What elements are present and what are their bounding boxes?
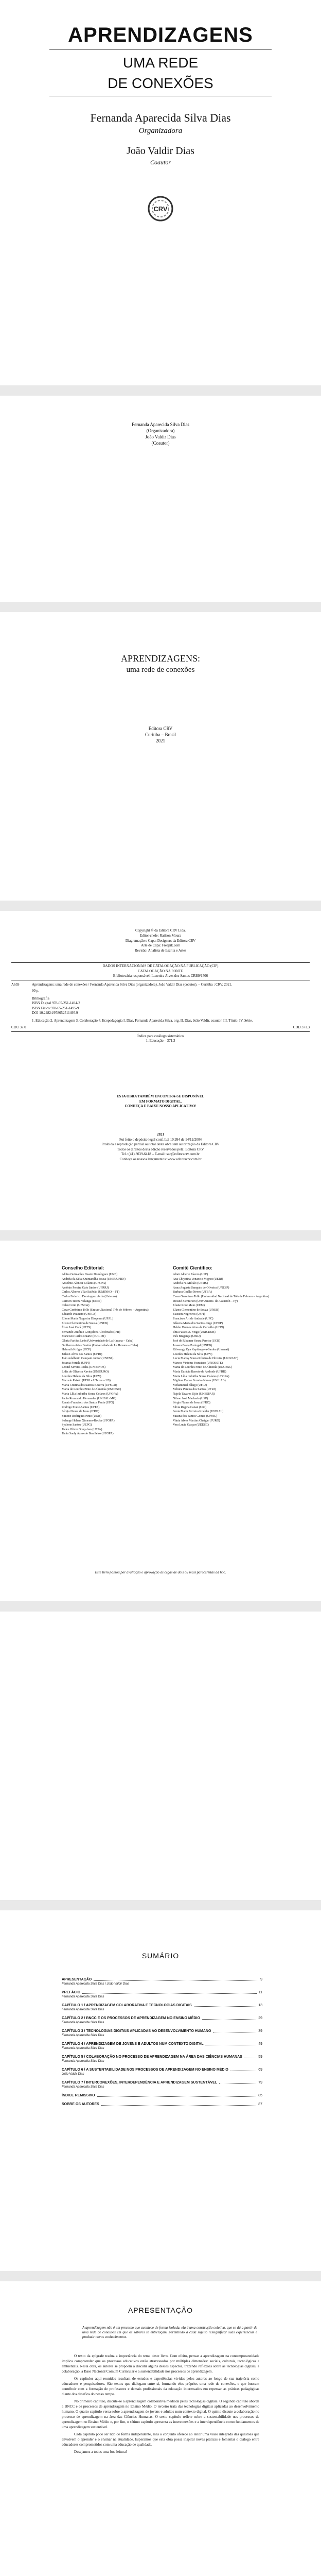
cip-code: A659 (11, 982, 20, 987)
toc-leader-dots (82, 1993, 257, 1994)
cover-organizer-name: Fernanda Aparecida Silva Dias (90, 111, 231, 124)
council-member: Helmuth Krüger (UCP) (62, 1348, 91, 1352)
toc-entry-author: Fernanda Aparecida Silva Dias (62, 2047, 104, 2050)
committee-member: Diosnel Centurion (Univ Americ. de Asunción – Py) (173, 1299, 238, 1303)
copyright-notice: Copyright © da Editora CRV Ltda. (135, 928, 186, 933)
toc-entry-author: Fernanda Aparecida Silva Dias (62, 2060, 104, 2063)
council-member: Leonel Severo Rocha (UNISINOS) (62, 1366, 106, 1369)
cover-organizer-role: Organizadora (138, 127, 183, 135)
toc-leader-dots (219, 2083, 256, 2084)
toc-entry-title: CAPÍTULO 7 / INTERCONEXÕES, INTERDEPENDÊNCIA E APRENDIZAGEM SUSTENTÁVEL (62, 2081, 218, 2084)
council-member: Lourdes Helena da Silva (UFV) (62, 1375, 101, 1378)
cip-classification (11, 1025, 310, 1030)
council-page (0, 1241, 321, 1601)
council-member: Marcelo Paixão (UFRJ e UTexas – US) (62, 1379, 111, 1383)
council-member: Maria Cristina dos Santos Bezerra (UFSCar) (62, 1383, 117, 1387)
committee-member: Andréia N. Militão (UEMS) (173, 1282, 208, 1285)
council-member: Carmen Tereza Velanga (UNIR) (62, 1299, 102, 1303)
presentation-paragraph: Desejamos a todos uma boa leitura! (74, 2450, 127, 2454)
halftitle-year: 2021 (156, 738, 165, 743)
toc-entry[interactable] (62, 1977, 262, 1986)
crv-logo (148, 196, 173, 222)
cip-subjects: 1. Educação 2. Aprendizagem 3. Colaboração 4. Ecopedagogia I. Dias, Fernanda Aparecida Silva. org. II. Dias, João Valdir. coautor. III. Título. IV. Série. (32, 1018, 253, 1023)
legal-line: Proibida a reprodução parcial ou total desta obra sem autorização da Editora CRV (101, 1142, 220, 1146)
toc-leader-dots (94, 1980, 258, 1981)
committee-member: Mônica Pereira dos Santos (UFRJ) (173, 1388, 216, 1392)
cover-subtitle-line2: DE CONEXÕES (108, 75, 213, 91)
committee-member: Gláucia Maria dos Santos Jorge (UFOP) (173, 1321, 223, 1325)
toc-entry-author: Fernanda Aparecida Silva Dias (62, 2021, 104, 2024)
toc-entry-row (62, 2080, 262, 2085)
toc-entry[interactable] (62, 1990, 262, 1999)
council-member: Jailson Alves dos Santos (UFRJ) (62, 1352, 102, 1356)
toc-leader-dots (194, 2006, 257, 2007)
legal-line: Todos os direitos desta edição reservados pela: Editora CRV (117, 1147, 204, 1151)
committee-member: Ana Chrystina Venancio Mignot (UERJ) (173, 1277, 223, 1281)
presentation-paragraph: O texto da epígrafe traduz a importância do tema deste livro. Com efeito, pensar a aprendizagem na contemporaneidade implica compreender que os processos educativos estão atravessados por múltiplas dimensões: sociais, culturais, tecnológicas e ambientais. Nesta obra, os autores se propõem a discutir alguns desses aspectos, trazendo reflexões sobre as tecnologias digitais, a colaboração, a Base Nacional Comum Curricular e a sustentabilidade nos processos de aprendizagem. (62, 2354, 259, 2374)
council-member: Tania Suely Azevedo Brasileiro (UFOPA) (62, 1432, 114, 1436)
legal-line: Tel.: (41) 3039-6418 – E-mail: sac@editoracrv.com.br (121, 1152, 200, 1156)
cdd-code: CDD 371.3 (293, 1025, 310, 1029)
copyright-page (0, 911, 321, 1230)
toc-entry[interactable] (62, 2042, 262, 2050)
toc-heading: SUMÁRIO (141, 1952, 180, 1960)
committee-member: Lucia Marisy Souza Ribeiro de Oliveira (UNIVASF) (173, 1357, 238, 1361)
committee-member: Najela Tavares Ujiie (UNESPAR) (173, 1393, 215, 1396)
toc-entry-row (62, 1990, 262, 1995)
halftitle-title: APRENDIZAGENS: (120, 653, 200, 664)
presentation-paragraph: Os capítulos aqui reunidos resultam de estudos e experiências vividas pelos autores ao longo de sua trajetória como educadores e pesquisadores. São textos que dialogam entre si, formando eles próprios uma rede de conexões, e que buscam contribuir com a formação de professores e demais profissionais da educação interessados em repensar as práticas pedagógicas diante dos desafios do nosso tempo. (62, 2377, 259, 2396)
toc-entry-page: 13 (258, 2004, 262, 2007)
legal-line: Foi feito o depósito legal conf. Lei 10.994 de 14/12/2004 (119, 1137, 202, 1142)
toc-page (0, 1910, 321, 2271)
council-member: Carlos Federico Dominguez Avila (Unieuro) (62, 1295, 117, 1298)
committee-member: Mohammed Elhajji (UFRJ) (173, 1383, 207, 1387)
toc-entry-title: CAPÍTULO 5 / COLABORAÇÃO NO PROCESSO DE APRENDIZAGEM NA ÁREA DAS CIÊNCIAS HUMANAS (62, 2055, 242, 2059)
toc-entry-page: 85 (258, 2094, 262, 2097)
toc-entry[interactable] (62, 2029, 262, 2038)
cover-page (0, 0, 321, 385)
council-member: Cesar Gerónimo Tello (Univer .Nacional Três de Febrero – Argentina) (62, 1308, 149, 1312)
committee-member: Sérgio Nunes de Jesus (IFRO) (173, 1401, 210, 1405)
committee-member: Maria Eurácia Barreto de Andrade (UFRB) (173, 1370, 226, 1374)
council-member: Maria Lília Imbiriba Sousa Colares (UFOPA) (62, 1393, 118, 1396)
toc-entry[interactable] (62, 2003, 262, 2012)
toc-entry-row (62, 2042, 262, 2046)
toc-entry-row (62, 2029, 262, 2033)
council-member: Gloria Fariñas León (Universidade de La Havana – Cuba) (62, 1339, 134, 1343)
index-title: Índice para catálogo sistemático (137, 1033, 184, 1038)
committee-member: Helder Buenos Aires de Carvalho (UFPI) (173, 1326, 224, 1330)
toc-entry-page: 87 (258, 2103, 262, 2106)
toc-entry-page: 69 (258, 2068, 262, 2072)
toc-entry-page: 39 (258, 2029, 262, 2033)
halftitle-subtitle: uma rede de conexões (126, 666, 195, 674)
cover-subtitle-line1: UMA REDE (122, 55, 199, 71)
cip-biblio: Bibliografia (32, 996, 49, 1001)
toc-leader-dots (97, 2096, 257, 2097)
toc-entry-author: Fernanda Aparecida Silva Dias (62, 2008, 104, 2011)
council-member: Carlos Alberto Vilar Estêvão (UMINHO – PT) (62, 1291, 120, 1294)
halftitle-city: Curitiba – Brasil (145, 732, 176, 737)
toc-entry-author: Fernanda Aparecida Silva Dias / João Valdir Dias (62, 1982, 129, 1986)
toc-list (62, 1977, 262, 2111)
council-member: Tadeu Oliver Gonçalves (UFPA) (62, 1428, 102, 1431)
toc-entry-page: 49 (258, 2042, 262, 2046)
council-member: Elione Maria Nogueira Diogenes (UFAL) (62, 1317, 114, 1320)
staff-line: Diagramação e Capa: Designers da Editora CRV (125, 938, 196, 943)
committee-member: Nilson José Machado (USP) (173, 1397, 208, 1400)
council-right-list (173, 1273, 276, 1428)
committee-member: Lourdes Helena da Silva (UFV) (173, 1352, 212, 1356)
cip-subtitle: CATALOGAÇÃO NA FONTE (138, 969, 183, 973)
toc-entry-row (62, 2093, 262, 2098)
committee-member: Vera Lucia Gaspar (UDESC) (173, 1423, 209, 1427)
halftitle-page (0, 612, 321, 901)
council-right-heading: Comitê Científico: (173, 1265, 213, 1270)
catalog-line: Fernanda Aparecida Silva Dias (132, 422, 189, 427)
committee-member: Eliane Rose Maio (UEM) (173, 1304, 205, 1308)
staff-line: Arte de Capa: Freepik.com (141, 943, 180, 947)
council-member: Fernando Antônio Gonçalves Alcoforado (IPB) (62, 1330, 120, 1334)
council-member: Paulo Romualdo Hernandes (UNIFAL-MG) (62, 1397, 117, 1400)
council-member: Eduardo Pazinato (UFRGS) (62, 1313, 97, 1316)
index-item: 1. Educação – 371.3 (146, 1039, 175, 1043)
toc-entry-title: CAPÍTULO 1 / APRENDIZAGEM COLABORATIVA E TECNOLOGIAS DIGITAIS (62, 2004, 192, 2007)
council-member: Antônio Pereira Gaio Júnior (UFRRJ) (62, 1286, 109, 1290)
toc-entry-row (62, 2067, 262, 2072)
legal-year: 2021 (157, 1132, 164, 1137)
blank-page (0, 1612, 321, 1900)
committee-member: Cesar Gerónimo Tello (Universidad Nacional de Três de Febrero – Argentina) (173, 1295, 269, 1298)
toc-entry-title: CAPÍTULO 4 / APRENDIZAGEM DE JOVENS E ADULTOS NUM CONTEXTO DIGITAL (62, 2042, 204, 2046)
cip-rule-bottom (11, 1031, 310, 1032)
toc-leader-dots (202, 2019, 256, 2020)
committee-member: Barbara Coelho Neves (UFBA) (173, 1291, 212, 1294)
cip-title: DADOS INTERNACIONAIS DE CATALOGAÇÃO NA PUBLICAÇÃO (CIP) (102, 964, 219, 968)
doi-line: DOI 10.24824/978652511495.9 (32, 1011, 78, 1015)
toc-entry-page: 11 (258, 1991, 262, 1994)
digital-notice-line: EM FORMATO DIGITAL. (139, 1099, 182, 1104)
toc-entry[interactable] (62, 2067, 262, 2076)
cip-entry (11, 982, 310, 1024)
council-member: Sérgio Nunes de Jesus (IFRO) (62, 1410, 99, 1414)
staff-line: Editor-chefe: Railson Moura (139, 934, 182, 938)
toc-entry[interactable] (62, 2080, 262, 2089)
council-member: Guillermo Arias Beatón (Universidade de La Havana – Cuba) (62, 1344, 138, 1347)
committee-member: Inês Bragança (UERJ) (173, 1335, 201, 1338)
toc-entry-title: ÍNDICE REMISSIVO (62, 2094, 95, 2097)
toc-entry-author: João Valdir Dias (62, 2073, 84, 2076)
website-link[interactable]: Conheça os nossos lançamentos: www.editoracrv.com.br (119, 1157, 202, 1161)
toc-entry-author: Fernanda Aparecida Silva Dias (62, 2034, 104, 2037)
presentation-epigraph: A aprendizagem não é um processo que acontece de forma isolada, ela é uma construção coletiva, que se dá a partir de uma rede de conexões em que os saberes se entrelaçam, permitindo a cada sujeito ressignificar suas experiências e produzir novos conhecimentos. (82, 2326, 257, 2339)
cip-pages: 90 p. (32, 989, 39, 993)
council-member: Rodrigo Pratte-Santos (UFES) (62, 1405, 100, 1409)
council-left-list (62, 1273, 165, 1436)
council-footer-note: Este livro passou por avaliação e aprovação às cegas de dois ou mais pareceristas ad hoc. (95, 1570, 226, 1574)
catalog-page (0, 396, 321, 602)
council-member: Maria de Lourdes Pinto de Almeida (UNOESC) (62, 1388, 121, 1392)
committee-member: Kilwangy Kya Kapitango-a-Samba (Unemat) (173, 1348, 229, 1352)
council-member: Lídia de Oliveira Xavier (UNIEURO) (62, 1370, 109, 1374)
committee-member: Francisco Ari de Andrade (UFC) (173, 1317, 213, 1320)
council-member: Solange Helena Ximenes-Rocha (UFOPA) (62, 1419, 115, 1422)
isbn-line: ISBN Físico 978-65-251-1495-9 (32, 1006, 79, 1010)
toc-entry-page: 79 (258, 2081, 262, 2084)
toc-entry-title: CAPÍTULO 3 / TECNOLOGIAS DIGITAIS APLICADAS AO DESENVOLVIMENTO HUMANO (62, 2029, 211, 2033)
toc-entry-title: CAPÍTULO 6 / A SUSTENTABILIDADE NOS PROCESSOS DE APRENDIZAGEM NO ENSINO MÉDIO (62, 2068, 228, 2072)
catalog-line: (Coautor) (151, 440, 170, 446)
council-member: Josania Portela (UFPI) (62, 1361, 90, 1365)
council-member: Francisco Carlos Duarte (PUC-PR) (62, 1335, 105, 1338)
halftitle-publisher: Editora CRV (148, 726, 173, 731)
committee-member: Sonia Maria Ferreira Koehler (UNISAL) (173, 1410, 224, 1414)
council-member: Aldira Guimarães Duarte Domínguez (UNB) (62, 1273, 118, 1276)
presentation-paragraph: No primeiro capítulo, discute-se a aprendizagem colaborativa mediada pelas tecnologias digitais. O segundo capítulo aborda a BNCC e os processos de aprendizagem no Ensino Médio. O terceiro trata das tecnologias digitais aplicadas ao desenvolvimento humano. O quarto capítulo versa sobre a aprendizagem de jovens e adultos num contexto digital. O quinto discute a colaboração no processo de aprendizagem na área das Ciências Humanas. O sexto capítulo reflete sobre a sustentabilidade nos processos de aprendizagem no Ensino Médio e, por fim, o sétimo capítulo apresenta as interconexões e a interdependência como fundamentos de uma aprendizagem sustentável. (62, 2399, 259, 2429)
council-member: Renato Francisco dos Santos Paula (UFG) (62, 1401, 114, 1405)
cip-body: Aprendizagens: uma rede de conexões / Fernanda Aparecida Silva Dias (organizadora), João Valdir Dias (coautor). – Curitiba : CRV, 2021. (32, 982, 233, 987)
cip-rule-top (11, 962, 310, 963)
committee-member: Altair Alberto Fávero (UPF) (173, 1273, 208, 1276)
committee-member: Maria Lília Imbiriba Sousa Colares (UFOPA) (173, 1375, 229, 1378)
committee-member: Elizeu Clementino de Souza (UNEB) (173, 1308, 219, 1312)
cover-title: APRENDIZAGENS (68, 24, 253, 46)
committee-member: Fauston Negreiros (UFPI) (173, 1313, 205, 1316)
staff-line: Revisão: Analista de Escrita e Artes (134, 948, 187, 953)
presentation-body (62, 2353, 259, 2456)
committee-member: Ilma Passos A. Veiga (UNICEUB) (173, 1330, 216, 1334)
toc-entry-author: Fernanda Aparecida Silva Dias (62, 1995, 104, 1998)
committee-member: Suzana dos Santos Gomes (UFMG) (173, 1415, 217, 1418)
council-member: Elizeu Clementino de Souza (UNEB) (62, 1321, 108, 1325)
toc-entry-author: Fernanda Aparecida Silva Dias (62, 2086, 104, 2089)
committee-member: Marcos Vinicius Francisco (UNOESTE) (173, 1361, 223, 1365)
committee-member: Jussara Fraga Portugal (UNEB) (173, 1344, 212, 1347)
digital-notice-line: ESTA OBRA TAMBÉM ENCONTRA-SE DISPONÍVEL (116, 1094, 205, 1098)
toc-entry[interactable] (62, 2102, 262, 2107)
toc-entry-title: CAPÍTULO 2 / BNCC E OS PROCESSOS DE APRENDIZAGEM NO ENSINO MÉDIO (62, 2016, 200, 2020)
toc-entry-page: 59 (258, 2055, 262, 2059)
council-member: Andréia da Silva Quintanilha Sousa (UNIR/UFRN) (62, 1277, 126, 1281)
staff-block (0, 934, 321, 953)
council-member: Élsio José Corá (UFFS) (62, 1326, 92, 1330)
cdu-code: CDU 37.0 (11, 1025, 26, 1029)
legal-block (0, 1132, 321, 1162)
committee-member: Anna Augusta Sampaio de Oliveira (UNESP) (173, 1286, 229, 1290)
cover-coordinator-role: Coautor (150, 159, 171, 166)
cover-coordinator-name: João Valdir Dias (127, 145, 194, 157)
presentation-heading: APRESENTAÇÃO (128, 2306, 193, 2314)
toc-entry-title: PREFÁCIO (62, 1991, 81, 1994)
toc-entry-row (62, 2003, 262, 2008)
toc-entry-page: 29 (258, 2016, 262, 2020)
toc-entry-title: SOBRE OS AUTORES (62, 2103, 99, 2106)
toc-entry-page: 9 (260, 1978, 262, 1981)
council-left-heading: Conselho Editorial: (62, 1265, 104, 1270)
crv-logo-text: CRV (153, 205, 168, 213)
toc-entry[interactable] (62, 2016, 262, 2025)
toc-entry-row (62, 2016, 262, 2021)
council-member: Celso Conti (UFSCar) (62, 1304, 90, 1308)
presentation-page (0, 2281, 321, 2576)
committee-member: Silvia Regina Canan (URI) (173, 1405, 207, 1409)
cip-librarian: Bibliotecária responsável: Luzenira Alves dos Santos CRB9/1506 (113, 974, 208, 978)
catalog-line: João Valdir Dias (145, 434, 176, 439)
presentation-paragraph: Cada capítulo pode ser lido de forma independente, mas o conjunto oferece ao leitor uma visão integrada das questões que envolvem o aprender e o ensinar na atualidade. Esperamos que esta obra possa inspirar novas práticas e fomentar o diálogo entre educadores comprometidos com uma educação de qualidade. (62, 2432, 259, 2447)
toc-entry-row (62, 1977, 262, 1982)
cover-title-rule (49, 49, 272, 50)
digital-notice-line: CONHEÇA E BAIXE NOSSO APLICATIVO! (124, 1104, 197, 1108)
committee-member: José de Ribamar Sousa Pereira (UCB) (173, 1339, 220, 1343)
toc-entry-row (62, 2055, 262, 2059)
toc-leader-dots (101, 2105, 256, 2106)
toc-entry[interactable] (62, 2055, 262, 2063)
council-member: Anselmo Alencar Colares (UFOPA) (62, 1282, 106, 1285)
committee-member: Maria de Lourdes Pinto de Almeida (UNOESC) (173, 1366, 233, 1369)
digital-notice (0, 1094, 321, 1109)
committee-member: Vânia Alves Martins Chaigar (FURG) (173, 1419, 220, 1422)
council-member: João Adalberto Campato Junior (UNESP) (62, 1357, 114, 1361)
toc-entry-title: APRESENTAÇÃO (62, 1978, 92, 1981)
council-member: Simone Rodrigues Pinto (UNB) (62, 1415, 101, 1418)
cip-box (11, 962, 310, 1044)
toc-entry[interactable] (62, 2093, 262, 2098)
catalog-block (0, 421, 321, 446)
isbn-line: ISBN Digital 978-65-251-1494-2 (32, 1001, 80, 1005)
toc-entry-row (62, 2102, 262, 2107)
committee-member: Míghian Danae Ferreira Nunes (UNILAB) (173, 1379, 226, 1383)
council-member: Sydione Santos (UEPG) (62, 1423, 92, 1427)
catalog-line: (Organizadora) (146, 428, 175, 433)
cip-entry-body (32, 982, 310, 1024)
